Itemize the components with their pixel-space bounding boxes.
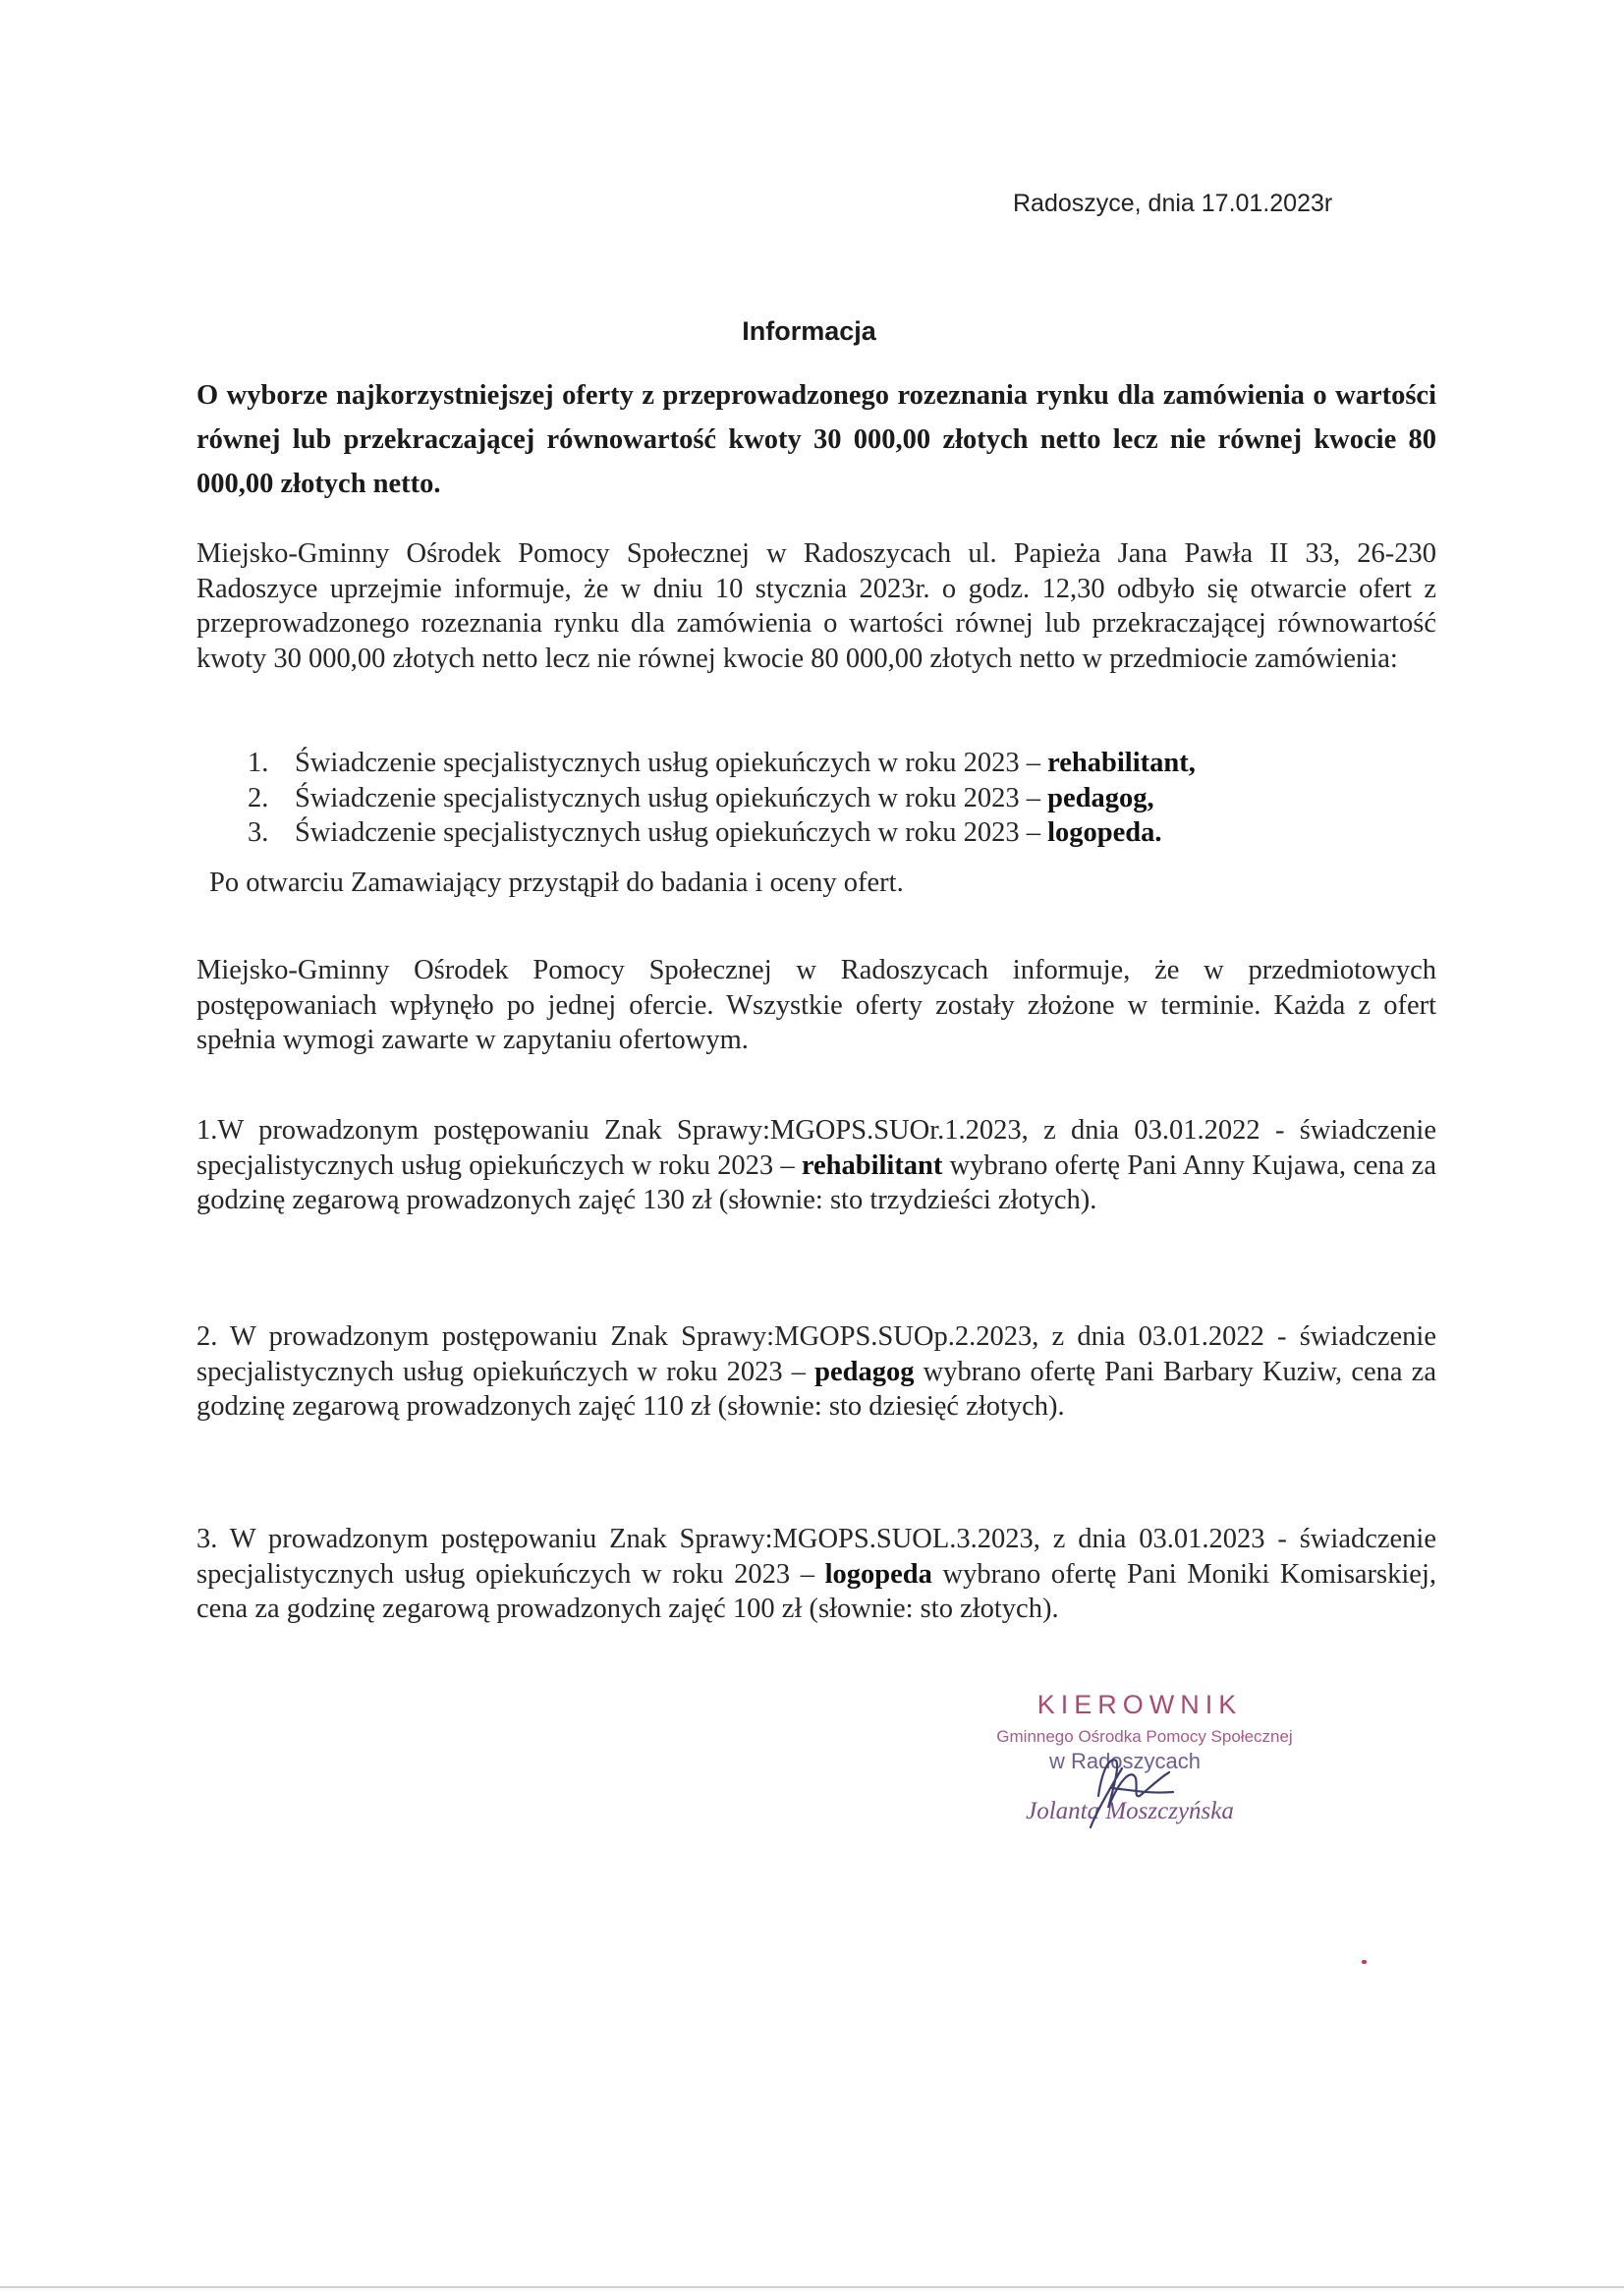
order-item-text: Świadczenie specjalistycznych usług opiekuńczych w roku 2023 – (295, 748, 1048, 778)
order-item-text: Świadczenie specjalistycznych usług opiekuńczych w roku 2023 – (295, 817, 1048, 848)
order-item (196, 781, 1436, 816)
result-text: 3. W prowadzonym postępowaniu Znak Sprawy:MGOPS.SUOL.3.2023, z dnia 03.01.2023 - świadczenie specjalistycznych usług opiekuńczych w roku 2023 – (196, 1524, 1436, 1590)
order-item (196, 746, 1436, 781)
order-item-number: 3. (248, 817, 269, 848)
document-date: Radoszyce, dnia 17.01.2023r (1013, 190, 1333, 217)
result-role: pedagog (814, 1356, 915, 1387)
result-paragraph (196, 1319, 1436, 1425)
order-item-role: logopeda. (1047, 817, 1162, 848)
result-text: 1.W prowadzonym postępowaniu Znak Sprawy:MGOPS.SUOr.1.2023, z dnia 03.01.2022 - świadczenie specjalistycznych usług opiekuńczych w roku 2023 – (196, 1115, 1436, 1181)
result-text: 2. W prowadzonym postępowaniu Znak Sprawy:MGOPS.SUOp.2.2023, z dnia 03.01.2022 - świadczenie specjalistycznych usług opiekuńczych w roku 2023 – (196, 1321, 1436, 1387)
order-item-role: pedagog, (1047, 782, 1154, 813)
result-text: wybrano ofertę Pani Anny Kujawa, cena za godzinę zegarową prowadzonych zajęć 130 zł (słownie: sto trzydzieści złotych). (196, 1149, 1436, 1215)
order-item-number: 1. (248, 748, 269, 778)
stamp-location: w Radoszycach (1048, 1749, 1202, 1773)
document-subject: O wyborze najkorzystniejszej oferty z przeprowadzonego rozeznania rynku dla zamówienia o wartości równej lub przekraczającej równowartość kwoty 30 000,00 złotych netto lecz nie równej kwocie 80 000,00 złotych netto. (196, 380, 1436, 499)
order-items-list (196, 746, 1436, 851)
intro-paragraph: Miejsko-Gminny Ośrodek Pomocy Społecznej w Radoszycach ul. Papieża Jana Pawła II 33, 26-230 Radoszyce uprzejmie informuje, że w dniu 10 stycznia 2023r. o godz. 12,30 odbyło się otwarcie ofert z przeprowadzonego rozeznania rynku dla zamówienia o wartości równej lub przekraczającej równowartość kwoty 30 000,00 złotych netto lecz nie równej kwocie 80 000,00 złotych netto w przedmiocie zamówienia: (196, 538, 1436, 674)
handwritten-signature (1051, 1739, 1248, 1837)
stamp-name: Jolanta Moszczyńska (1026, 1798, 1234, 1824)
info-paragraph: Miejsko-Gminny Ośrodek Pomocy Społecznej w Radoszycach informuje, że w przedmiotowych postępowaniach wpłynęło po jednej ofercie. Wszystkie oferty zostały złożone w terminie. Każda z ofert spełnia wymogi zawarte w zapytaniu ofertowym. (196, 955, 1436, 1055)
result-role: logopeda (824, 1558, 932, 1590)
stray-mark (1362, 1960, 1367, 1964)
document-title-text: Informacja (742, 316, 876, 346)
stamp-institution: Gminnego Ośrodka Pomocy Społecznej (996, 1727, 1293, 1746)
result-paragraph (196, 1522, 1436, 1627)
result-role: rehabilitant (801, 1149, 943, 1181)
order-item-role: rehabilitant, (1047, 748, 1196, 778)
order-item-text: Świadczenie specjalistycznych usług opiekuńczych w roku 2023 – (295, 782, 1048, 813)
stamp-title: KIEROWNIK (1036, 1690, 1243, 1719)
document-title (0, 316, 1624, 347)
result-text: wybrano ofertę Pani Moniki Komisarskiej, cena za godzinę zegarową prowadzonych zajęć 100 zł (słownie: sto złotych). (196, 1558, 1436, 1624)
order-item (196, 815, 1436, 851)
result-text: wybrano ofertę Pani Barbary Kuziw, cena za godzinę zegarową prowadzonych zajęć 110 zł (słownie: sto dziesięć złotych). (196, 1356, 1436, 1422)
page-bottom-edge (0, 2286, 1624, 2288)
order-item-number: 2. (248, 782, 269, 813)
intro-closing: Po otwarciu Zamawiający przystąpił do badania i oceny ofert. (209, 868, 904, 898)
result-paragraph (196, 1113, 1436, 1218)
